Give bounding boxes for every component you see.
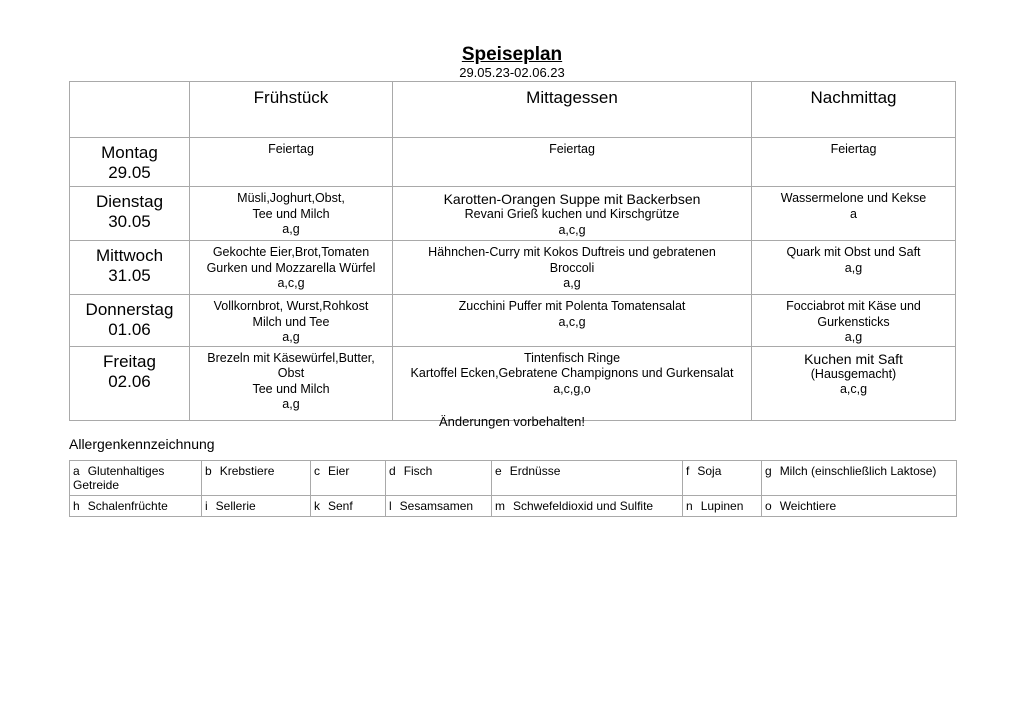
meal-line: Tintenfisch Ringe	[523, 350, 621, 365]
meal-line: a,g	[282, 397, 300, 411]
allergen-label: Eier	[328, 464, 350, 478]
meal-line: a,g	[844, 330, 863, 344]
allergen-label: Senf	[328, 499, 353, 513]
date-range: 29.05.23-02.06.23	[459, 65, 565, 80]
allergen-cell	[70, 461, 202, 496]
allergen-label: Schalenfrüchte	[87, 499, 168, 513]
meal-line: Gurken und Mozzarella Würfel	[206, 260, 376, 275]
day-name: Freitag	[103, 351, 156, 371]
meal-line: Wassermelone und Kekse	[780, 191, 927, 205]
meal-cell-fruehstueck	[190, 346, 393, 420]
allergen-label: Erdnüsse	[509, 464, 561, 478]
allergen-cell	[311, 461, 386, 496]
menu-table	[69, 81, 956, 421]
day-name: Montag	[101, 143, 158, 162]
allergen-cell	[386, 496, 492, 517]
day-date: 01.06	[108, 320, 151, 339]
header-mittagessen: Mittagessen	[393, 82, 752, 138]
day-name: Mittwoch	[95, 246, 164, 265]
menu-header-row	[70, 82, 956, 138]
allergen-cell	[311, 496, 386, 517]
allergen-label: Sellerie	[215, 499, 256, 513]
allergen-code: i	[205, 499, 208, 513]
allergen-cell	[492, 496, 683, 517]
meal-line: Quark mit Obst und Saft	[786, 245, 921, 259]
allergen-code: k	[314, 499, 320, 513]
meal-line: Milch und Tee	[252, 314, 330, 329]
meal-line: Revani Grieß kuchen und Kirschgrütze	[464, 207, 680, 221]
day-row	[70, 138, 956, 187]
meal-line: Müsli,Joghurt,Obst,	[237, 191, 345, 205]
meal-line: a,c,g	[839, 382, 868, 396]
allergen-code: h	[73, 499, 80, 513]
allergen-heading: Allergenkennzeichnung	[69, 436, 215, 452]
meal-line: Broccoli	[549, 260, 595, 275]
allergen-code: g	[765, 464, 772, 478]
allergen-row	[70, 496, 957, 517]
meal-line: a,g	[563, 276, 581, 290]
meal-line: Zucchini Puffer mit Polenta Tomatensalat	[458, 299, 686, 313]
allergen-label: Milch (einschließlich Laktose)	[779, 464, 937, 478]
header-nachmittag: Nachmittag	[752, 82, 956, 138]
day-date: 02.06	[108, 371, 151, 391]
meal-line: a	[850, 206, 857, 221]
allergen-row	[70, 461, 957, 496]
meal-cell-mittagessen	[393, 241, 752, 295]
meal-cell-mittagessen	[393, 295, 752, 347]
allergen-cell	[762, 461, 957, 496]
day-name: Dienstag	[95, 192, 164, 211]
meal-cell-fruehstueck	[190, 295, 393, 347]
allergen-label: Weichtiere	[779, 499, 837, 513]
meal-line: a,g	[282, 222, 300, 236]
meal-line: Feiertag	[830, 142, 877, 156]
header-fruehstueck: Frühstück	[190, 82, 393, 138]
meal-cell-fruehstueck	[190, 187, 393, 241]
allergen-code: e	[495, 464, 502, 478]
meal-line: (Hausgemacht)	[810, 366, 897, 381]
allergen-label: Fisch	[403, 464, 433, 478]
allergen-cell	[762, 496, 957, 517]
meal-line: a,c,g	[558, 222, 586, 237]
allergen-cell	[202, 461, 311, 496]
meal-cell-nachmittag	[752, 138, 956, 187]
allergen-code: o	[765, 499, 772, 513]
day-date: 29.05	[108, 163, 151, 182]
day-row	[70, 295, 956, 347]
changes-note: Änderungen vorbehalten!	[438, 414, 585, 429]
allergen-cell	[683, 461, 762, 496]
allergen-label: Krebstiere	[219, 464, 275, 478]
meal-line: a,g	[282, 330, 300, 344]
day-date: 31.05	[108, 266, 151, 285]
allergen-label: Lupinen	[700, 499, 744, 513]
day-row	[70, 346, 956, 420]
meal-cell-mittagessen	[393, 138, 752, 187]
day-row	[70, 241, 956, 295]
meal-line: Kuchen mit Saft	[804, 350, 903, 367]
allergen-cell	[202, 496, 311, 517]
meal-line: a,c,g,o	[553, 381, 591, 396]
allergen-label: Schwefeldioxid und Sulfite	[513, 499, 654, 513]
meal-line: Feiertag	[549, 142, 595, 156]
allergen-label: Soja	[697, 464, 722, 478]
meal-line: a,c,g	[277, 276, 305, 290]
allergen-label: Glutenhaltiges Getreide	[73, 464, 165, 492]
meal-cell-fruehstueck	[190, 241, 393, 295]
meal-cell-mittagessen	[393, 187, 752, 241]
meal-cell-fruehstueck	[190, 138, 393, 187]
allergen-code: m	[495, 499, 505, 513]
meal-cell-nachmittag	[752, 187, 956, 241]
allergen-table	[69, 460, 957, 517]
allergen-code: l	[389, 499, 392, 513]
meal-line: Focciabrot mit Käse und	[786, 299, 921, 313]
meal-line: Gekochte Eier,Brot,Tomaten	[212, 245, 370, 259]
allergen-cell	[386, 461, 492, 496]
allergen-cell	[492, 461, 683, 496]
day-cell	[70, 138, 190, 187]
meal-line: Hähnchen-Curry mit Kokos Duftreis und gebratenen	[428, 245, 716, 259]
meal-line: Gurkensticks	[817, 314, 890, 329]
allergen-code: d	[389, 464, 396, 478]
day-date: 30.05	[108, 212, 151, 231]
meal-line: Tee und Milch	[252, 206, 330, 221]
allergen-code: a	[73, 464, 80, 478]
day-row	[70, 187, 956, 241]
allergen-code: n	[686, 499, 693, 513]
allergen-code: b	[205, 464, 212, 478]
allergen-code: c	[314, 464, 320, 478]
allergen-code: f	[686, 464, 690, 478]
day-cell	[70, 346, 190, 420]
meal-cell-mittagessen	[393, 346, 752, 420]
meal-cell-nachmittag	[752, 241, 956, 295]
meal-line: Brezeln mit Käsewürfel,Butter,	[207, 350, 375, 365]
day-cell	[70, 295, 190, 347]
page-title: Speiseplan	[461, 44, 563, 65]
meal-line: Tee und Milch	[252, 381, 330, 396]
header-empty-cell	[70, 82, 190, 138]
allergen-label: Sesamsamen	[399, 499, 474, 513]
meal-line: Feiertag	[268, 142, 314, 156]
meal-cell-nachmittag	[752, 346, 956, 420]
day-cell	[70, 241, 190, 295]
allergen-cell	[683, 496, 762, 517]
meal-line: a,c,g	[558, 314, 586, 329]
allergen-cell	[70, 496, 202, 517]
day-name: Donnerstag	[85, 300, 174, 319]
meal-line: Karotten-Orangen Suppe mit Backerbsen	[443, 191, 701, 207]
meal-line: a,g	[844, 260, 863, 275]
meal-line: Obst	[277, 366, 305, 380]
meal-cell-nachmittag	[752, 295, 956, 347]
meal-line: Vollkornbrot, Wurst,Rohkost	[213, 299, 369, 313]
day-cell	[70, 187, 190, 241]
meal-line: Kartoffel Ecken,Gebratene Champignons und Gurkensalat	[410, 366, 734, 380]
